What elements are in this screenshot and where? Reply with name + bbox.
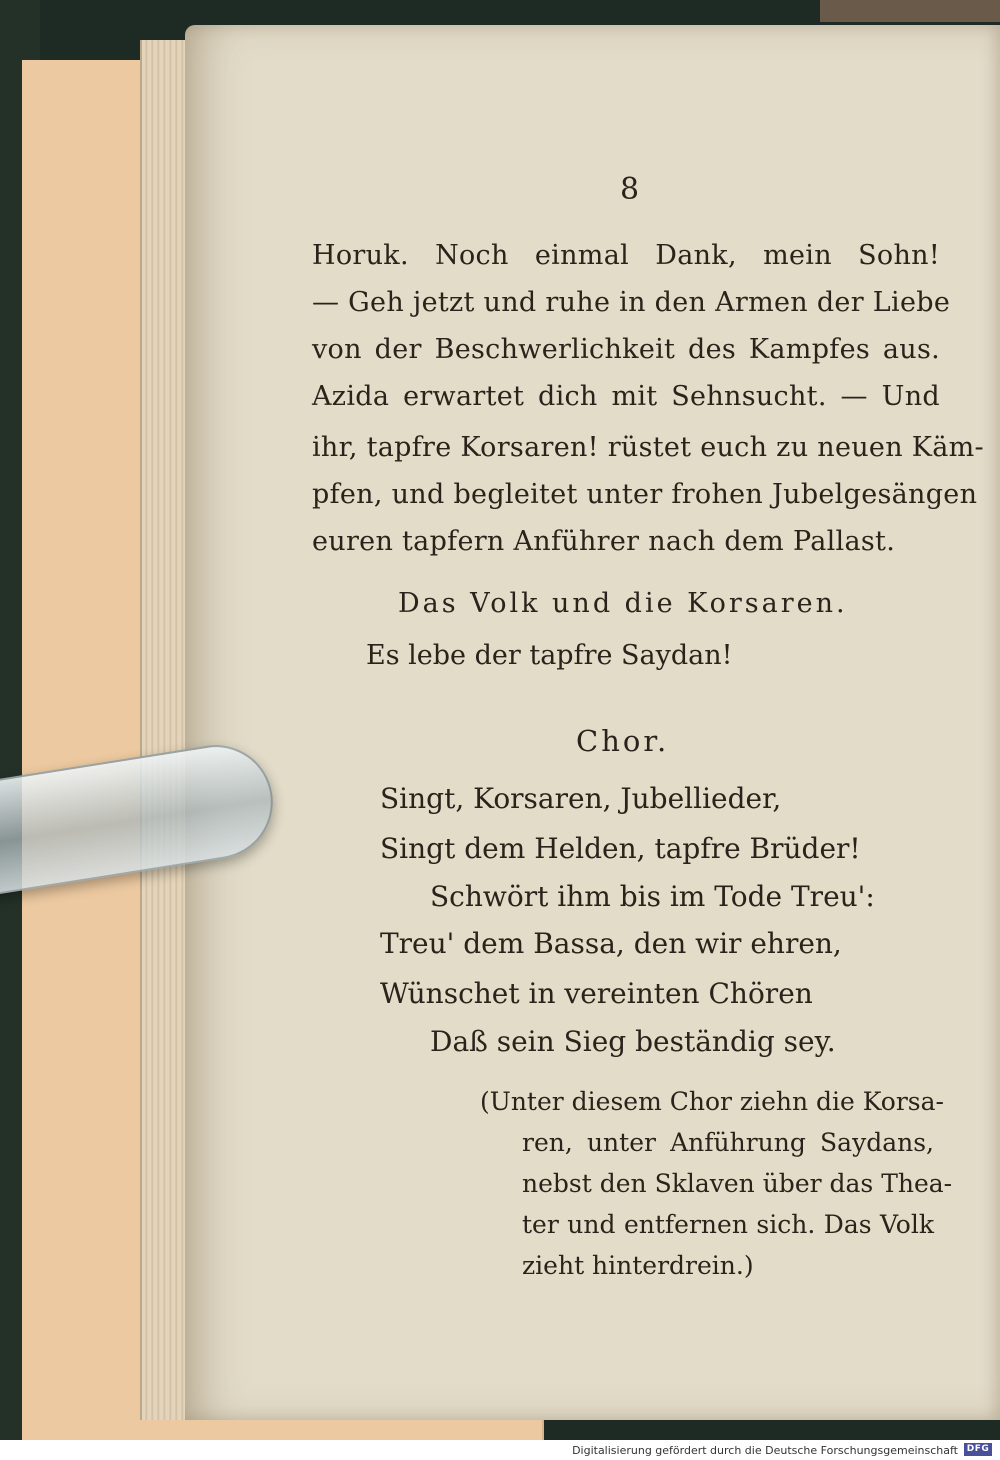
chorus-line-1: Singt, Korsaren, Jubellieder, xyxy=(380,782,782,815)
funding-notice: Digitalisierung gefördert durch die Deutsche Forschungsgemeinschaft xyxy=(572,1444,958,1457)
speech-line-4: Azida erwartet dich mit Sehnsucht. — Und xyxy=(312,381,940,412)
chorus-line-5: Wünschet in vereinten Chören xyxy=(380,977,813,1010)
cover-edge xyxy=(820,0,1000,22)
footer-bar xyxy=(0,1440,1000,1460)
speech-line-7: euren tapfern Anführer nach dem Pallast. xyxy=(312,526,896,557)
stage-direction-line-4: ter und entfernen sich. Das Volk xyxy=(522,1210,934,1239)
speech-line-2: — Geh jetzt und ruhe in den Armen der Liebe xyxy=(312,287,951,318)
stage-direction-line-1: (Unter diesem Chor ziehn die Korsa- xyxy=(480,1087,944,1116)
chorus-heading: Chor. xyxy=(576,724,670,758)
speech-line-1: Horuk. Noch einmal Dank, mein Sohn! xyxy=(312,240,940,271)
people-exclamation: Es lebe der tapfre Saydan! xyxy=(366,640,733,671)
chorus-line-6: Daß sein Sieg beständig sey. xyxy=(430,1025,836,1058)
chorus-line-4: Treu' dem Bassa, den wir ehren, xyxy=(380,927,842,960)
speaker-heading: Das Volk und die Korsaren. xyxy=(398,588,848,619)
page-number: 8 xyxy=(620,172,640,207)
speech-line-3: von der Beschwerlichkeit des Kampfes aus. xyxy=(312,334,940,365)
stage-direction-line-5: zieht hinterdrein.) xyxy=(522,1251,754,1280)
dfg-logo: DFG xyxy=(964,1443,992,1456)
speech-line-5: ihr, tapfre Korsaren! rüstet euch zu neuen Käm- xyxy=(312,432,984,463)
chorus-line-3: Schwört ihm bis im Tode Treu': xyxy=(430,880,875,913)
stage-direction-line-3: nebst den Sklaven über das Thea- xyxy=(522,1169,953,1198)
stage-direction-line-2: ren, unter Anführung Saydans, xyxy=(522,1128,934,1157)
chorus-line-2: Singt dem Helden, tapfre Brüder! xyxy=(380,832,861,865)
speech-line-6: pfen, und begleitet unter frohen Jubelgesängen xyxy=(312,479,978,510)
